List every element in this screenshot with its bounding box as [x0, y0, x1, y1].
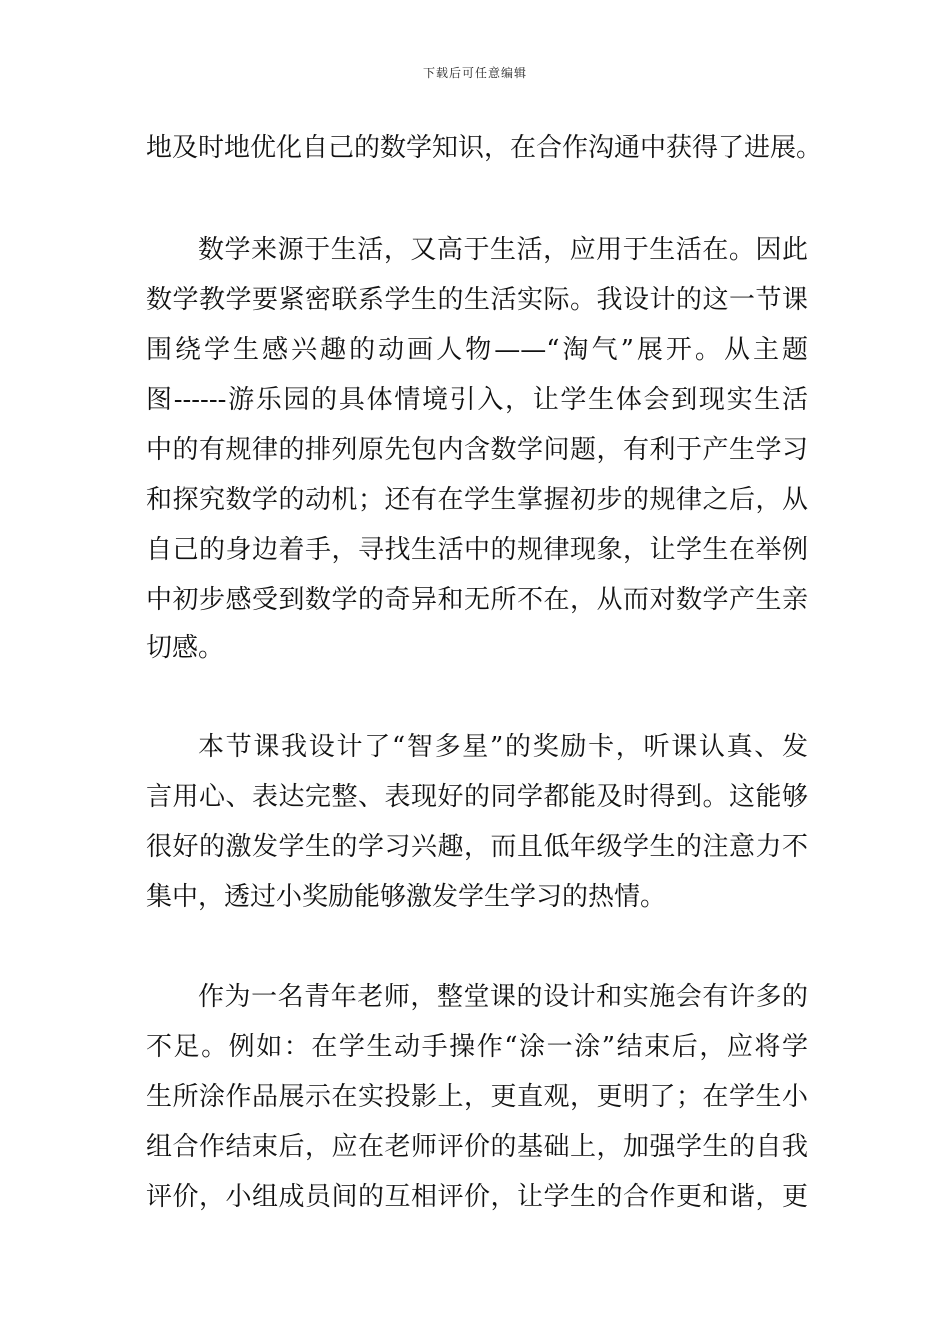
- text-line: 数学教学要紧密联系学生的生活实际。我设计的这一节课: [146, 285, 808, 315]
- text-line: 生所涂作品展示在实投影上，更直观，更明了；在学生小: [146, 1082, 808, 1112]
- text-line: 本节课我设计了“智多星”的奖励卡，听课认真、发: [198, 732, 808, 762]
- text-line: 切感。: [146, 633, 225, 663]
- text-line: 和探究数学的动机；还有在学生掌握初步的规律之后，从: [146, 485, 808, 515]
- text-line: 数学来源于生活，又高于生活，应用于生活在。因此: [198, 235, 808, 265]
- text-line: 围绕学生感兴趣的动画人物——“淘气”展开。从主题: [146, 335, 808, 365]
- text-line: 图------游乐园的具体情境引入，让学生体会到现实生活: [146, 385, 808, 415]
- text-line: 作为一名青年老师，整堂课的设计和实施会有许多的: [198, 982, 808, 1012]
- text-line: 集中，透过小奖励能够激发学生学习的热情。: [146, 882, 667, 912]
- text-line: 地及时地优化自己的数学知识，在合作沟通中获得了进展。: [146, 133, 823, 163]
- text-line: 很好的激发学生的学习兴趣，而且低年级学生的注意力不: [146, 832, 808, 862]
- text-line: 不足。例如：在学生动手操作“涂一涂”结束后，应将学: [146, 1032, 808, 1062]
- text-line: 中初步感受到数学的奇异和无所不在，从而对数学产生亲: [146, 585, 808, 615]
- page-header: 下载后可任意编辑: [422, 66, 527, 80]
- text-line: 评价，小组成员间的互相评价，让学生的合作更和谐，更: [146, 1182, 808, 1212]
- text-line: 组合作结束后，应在老师评价的基础上，加强学生的自我: [146, 1132, 808, 1162]
- text-line: 中的有规律的排列原先包内含数学问题，有利于产生学习: [146, 435, 808, 465]
- text-line: 言用心、表达完整、表现好的同学都能及时得到。这能够: [146, 782, 808, 812]
- text-line: 自己的身边着手，寻找生活中的规律现象，让学生在举例: [146, 535, 808, 565]
